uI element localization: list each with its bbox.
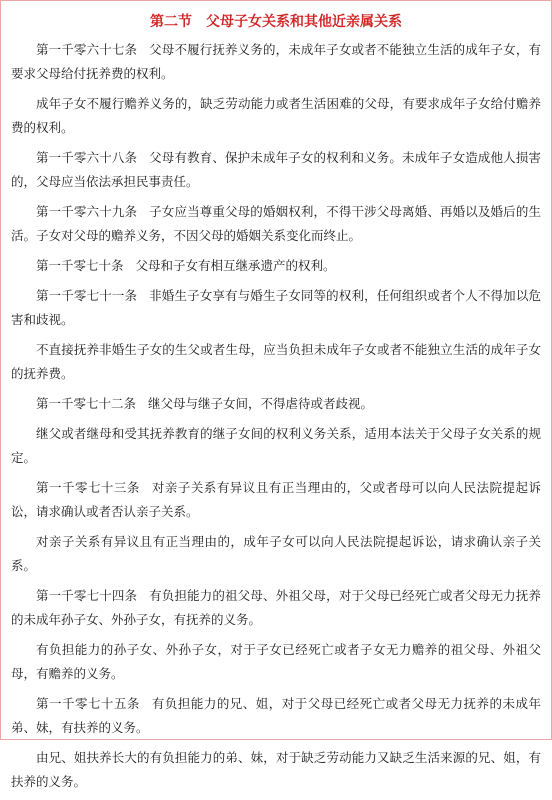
paragraph bbox=[11, 584, 541, 632]
paragraph-text: 有负担能力的孙子女、外孙子女，对于子女已经死亡或者子女无力赡养的祖父母、外祖父母，有赡养的义务。 bbox=[11, 642, 541, 681]
paragraph bbox=[11, 338, 541, 386]
paragraph bbox=[11, 92, 541, 140]
paragraph-text: 继父母与继子女间，不得虐待或者歧视。 bbox=[148, 396, 374, 411]
article-number: 第一千零六十九条 bbox=[36, 204, 138, 219]
paragraph-text: 成年子女不履行赡养义务的，缺乏劳动能力或者生活困难的父母，有要求成年子女给付赡养费的权利。 bbox=[11, 96, 541, 135]
paragraph-text: 有负担能力的兄、姐，对于父母已经死亡或者父母无力抚养的未成年弟、妹，有扶养的义务。 bbox=[11, 696, 541, 735]
paragraph-text: 继父或者继母和受其抚养教育的继子女间的权利义务关系，适用本法关于父母子女关系的规定。 bbox=[11, 426, 541, 465]
article-number: 第一千零七十五条 bbox=[36, 696, 140, 711]
paragraph-text: 非婚生子女享有与婚生子女同等的权利，任何组织或者个人不得加以危害和歧视。 bbox=[11, 288, 541, 327]
paragraph bbox=[11, 638, 541, 686]
paragraph-text: 对亲子关系有异议且有正当理由的，成年子女可以向人民法院提起诉讼，请求确认亲子关系。 bbox=[11, 534, 541, 573]
paragraph bbox=[11, 530, 541, 578]
paragraph bbox=[11, 392, 541, 416]
paragraph-text: 父母不履行抚养义务的，未成年子女或者不能独立生活的成年子女，有要求父母给付抚养费的权利。 bbox=[11, 42, 541, 81]
paragraph bbox=[11, 38, 541, 86]
article-number: 第一千零七十三条 bbox=[36, 480, 140, 495]
article-number: 第一千零七十一条 bbox=[36, 288, 138, 303]
paragraph bbox=[11, 692, 541, 740]
article-number: 第一千零六十八条 bbox=[36, 150, 138, 165]
article-number: 第一千零七十二条 bbox=[36, 396, 137, 411]
article-number: 第一千零七十四条 bbox=[36, 588, 138, 603]
paragraph bbox=[11, 422, 541, 470]
paragraph bbox=[11, 284, 541, 332]
paragraph bbox=[11, 146, 541, 194]
paragraph bbox=[11, 746, 541, 794]
section-title: 第二节 父母子女关系和其他近亲属关系 bbox=[150, 14, 402, 30]
document-body bbox=[11, 11, 541, 800]
paragraph bbox=[11, 476, 541, 524]
paragraph-text: 对亲子关系有异议且有正当理由的，父或者母可以向人民法院提起诉讼，请求确认或者否认亲子关系。 bbox=[11, 480, 541, 519]
paragraph-text: 由兄、姐扶养长大的有负担能力的弟、妹，对于缺乏劳动能力又缺乏生活来源的兄、姐，有扶养的义务。 bbox=[11, 750, 541, 789]
paragraph-text: 子女应当尊重父母的婚姻权利，不得干涉父母离婚、再婚以及婚后的生活。子女对父母的赡养义务，不因父母的婚姻关系变化而终止。 bbox=[11, 204, 541, 243]
paragraph-text: 父母和子女有相互继承遗产的权利。 bbox=[135, 258, 336, 273]
paragraph bbox=[11, 254, 541, 278]
paragraph bbox=[11, 200, 541, 248]
article-number: 第一千零六十七条 bbox=[36, 42, 138, 57]
article-number: 第一千零七十条 bbox=[36, 258, 124, 273]
paragraph-text: 有负担能力的祖父母、外祖父母，对于父母已经死亡或者父母无力抚养的未成年孙子女、外孙子女，有抚养的义务。 bbox=[11, 588, 541, 627]
paragraph-text: 不直接抚养非婚生子女的生父或者生母，应当负担未成年子女或者不能独立生活的成年子女的抚养费。 bbox=[11, 342, 541, 381]
paragraph-text: 父母有教育、保护未成年子女的权利和义务。未成年子女造成他人损害的，父母应当依法承担民事责任。 bbox=[11, 150, 541, 189]
